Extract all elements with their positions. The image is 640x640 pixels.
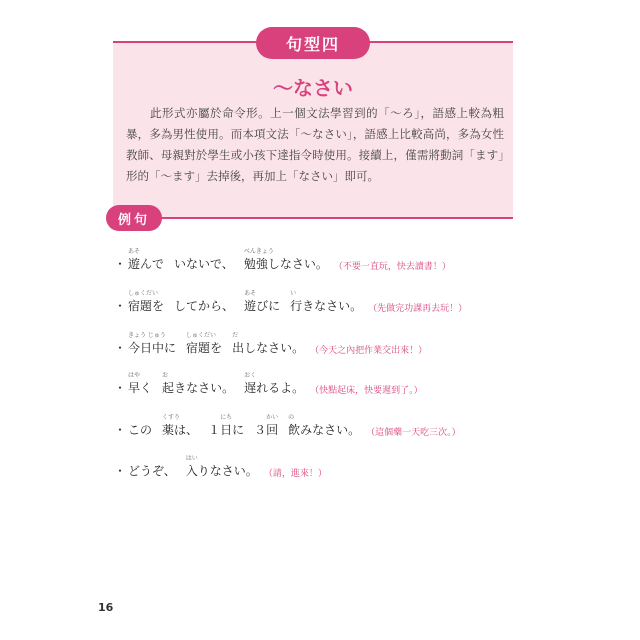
furigana: きょう じゅう: [128, 332, 166, 339]
kana-text: この: [128, 423, 153, 437]
kana-text: いないで、: [174, 257, 234, 271]
bullet: ・: [114, 299, 127, 313]
example-sentence: [114, 408, 461, 438]
kana-text: しなさい。: [244, 341, 305, 355]
example-rule: [155, 217, 513, 219]
furigana: い: [290, 290, 297, 297]
kana-text: んで: [140, 257, 165, 271]
kana-text: りなさい。: [197, 464, 258, 478]
kana-text: は、: [174, 423, 199, 437]
kana-text: どうぞ、: [128, 464, 176, 478]
example-label: 例句: [106, 205, 162, 231]
example-sentence: [114, 242, 451, 272]
bullet: ・: [114, 341, 127, 355]
kanji-word: 遊 あそ: [244, 297, 256, 314]
furigana: はや: [128, 372, 141, 379]
furigana: あそ: [128, 248, 141, 255]
translation: （請，進來！）: [263, 469, 327, 479]
bullet: ・: [114, 464, 127, 478]
furigana: お: [162, 372, 169, 379]
kanji-word: 宿題 しゅくだい: [186, 332, 217, 355]
kana-text: に: [164, 341, 177, 355]
kanji-word: 宿題 しゅくだい: [128, 290, 159, 313]
kanji-word: 行 い: [290, 297, 302, 314]
kana-text: を: [152, 299, 165, 313]
kanji-word: 今日中 きょう じゅう: [128, 339, 164, 356]
kanji-word: 起 お: [162, 379, 174, 396]
furigana: だ: [232, 332, 239, 339]
example-sentence: [114, 284, 467, 314]
kana-text: を: [210, 341, 223, 355]
example-sentence: [114, 449, 327, 479]
furigana: おく: [244, 372, 257, 379]
kanji-word: 遅 おく: [244, 379, 256, 396]
kana-text: きなさい。: [174, 381, 235, 395]
furigana: あそ: [244, 290, 257, 297]
kana-text: してから、: [174, 299, 235, 313]
grammar-title: ～なさい: [273, 76, 353, 100]
kanji-word: 薬 くすり: [162, 414, 181, 437]
pattern-badge: 句型四: [256, 27, 370, 59]
furigana: くすり: [162, 414, 181, 421]
kana-text: みなさい。: [300, 423, 361, 437]
kanji-word: 飲 の: [288, 421, 300, 438]
kanji-word: 回 かい: [266, 421, 278, 438]
kana-text: １: [208, 423, 221, 437]
furigana: にち: [220, 414, 233, 421]
kanji-word: 入 はい: [186, 462, 198, 479]
translation: （先做完功課再去玩！）: [368, 304, 468, 314]
translation: （今天之內把作業交出來！）: [310, 346, 428, 356]
kana-text: に: [232, 423, 245, 437]
kana-text: しなさい。: [267, 257, 328, 271]
kanji-word: 勉強 べんきょう: [243, 248, 274, 271]
kanji-word: 日 にち: [220, 421, 232, 438]
kana-text: びに: [256, 299, 281, 313]
kanji-word: 早 はや: [128, 379, 140, 396]
bullet: ・: [114, 423, 127, 437]
kana-text: きなさい。: [302, 299, 363, 313]
furigana: かい: [266, 414, 279, 421]
kanji-word: 遊 あそ: [128, 255, 140, 272]
example-sentence: [114, 326, 427, 356]
furigana: しゅくだい: [186, 332, 217, 339]
translation: （不要一直玩，快去讀書！）: [333, 262, 451, 272]
bullet: ・: [114, 257, 127, 271]
page-number: 16: [98, 601, 114, 614]
furigana: しゅくだい: [128, 290, 159, 297]
kana-text: ３: [254, 423, 267, 437]
translation: （快點起床，快要遲到了。）: [310, 386, 423, 396]
example-sentence: [114, 366, 423, 396]
kana-text: く: [140, 381, 153, 395]
bullet: ・: [114, 381, 127, 395]
translation: （這個藥一天吃三次。）: [366, 428, 461, 438]
kanji-word: 出 だ: [232, 339, 244, 356]
furigana: べんきょう: [243, 248, 274, 255]
furigana: はい: [185, 455, 198, 462]
kana-text: れるよ。: [256, 381, 305, 395]
grammar-description: 此形式亦屬於命令形。上一個文法學習到的「〜ろ」，語感上較為粗暴，多為男性使用。而本項文法「〜なさい」，語感上比較高尚，多為女性教師、母親對於學生或小孩下達指令時使用。接續上，僅需將動詞「ます」形的「〜ます」去掉後，再加上「なさい」即可。: [126, 106, 504, 183]
furigana: の: [288, 414, 295, 421]
